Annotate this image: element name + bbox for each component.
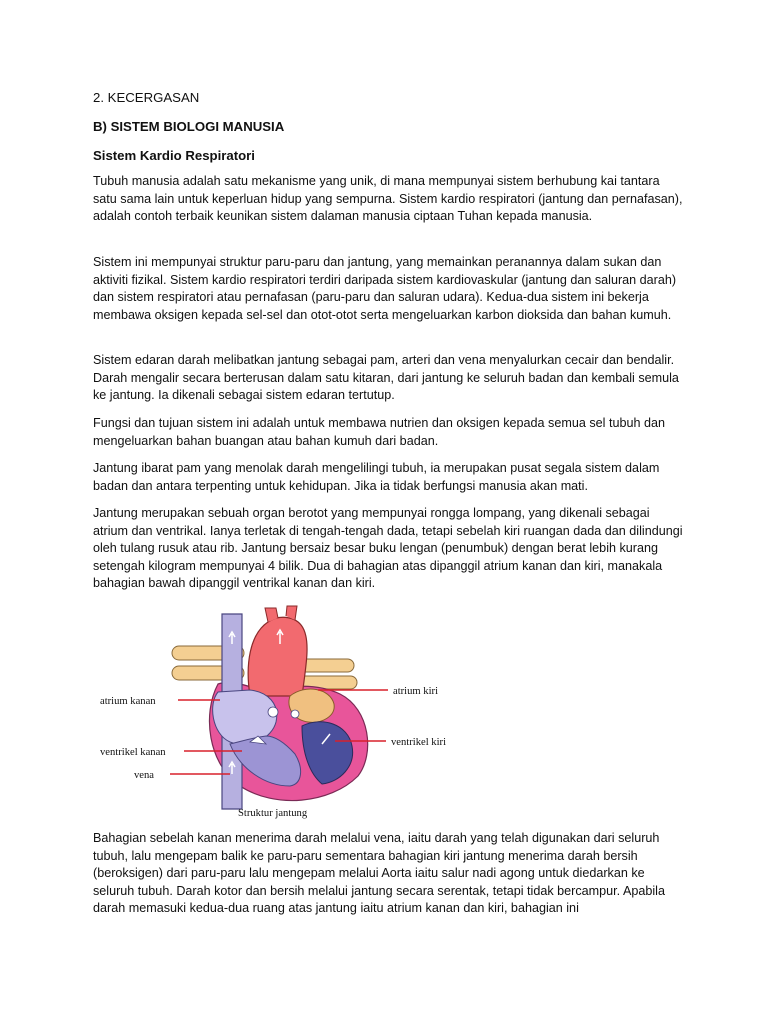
paragraph-4: Fungsi dan tujuan sistem ini adalah untuk membawa nutrien dan oksigen kepada semua sel tubuh dan mengeluarkan bahan buangan atau bahan kumuh dari badan.: [93, 416, 665, 448]
aorta: [248, 617, 307, 696]
label-vena: vena: [134, 770, 154, 781]
label-atrium-kiri: atrium kiri: [393, 686, 439, 697]
paragraph-2: Sistem ini mempunyai struktur paru-paru dan jantung, yang memainkan peranannya dalam sukan dan aktiviti fizikal. Sistem kardio respiratori terdiri daripada sistem kardiovaskular (jantung dan saluran darah) dan sistem respiratori atau pernafasan (paru-paru dan saluran udara). Kedua-dua sistem ini bekerja membawa oksigen kepada sel-sel dan otot-otot serta mengeluarkan karbon dioksida dan bahan kumuh.: [93, 255, 677, 322]
heart-structure-figure: [90, 604, 470, 826]
paragraph-6: Jantung merupakan sebuah organ berotot yang mempunyai rongga lompang, yang dikenali sebagai atrium dan ventrikal. Ianya terletak di tengah-tengah dada, tetapi sebelah kiri ruangan dada dan dilindungi oleh tulang rusuk atau rib. Jantung bersaiz besar buku lengan (penumbuk) dengan berat lebih kurang setengah kilogram mempunyai 4 bilik. Dua di bahagian atas dipanggil atrium kanan dan kiri, manakala bahagian bawah dipanggil ventrikal kanan dan kiri.: [93, 506, 683, 591]
label-ventrikel-kanan: ventrikel kanan: [100, 747, 166, 758]
label-ventrikel-kiri: ventrikel kiri: [391, 737, 447, 748]
section-heading: B) SISTEM BIOLOGI MANUSIA: [93, 119, 285, 134]
subheading: Sistem Kardio Respiratori: [93, 148, 255, 163]
section-number: 2. KECERGASAN: [93, 90, 200, 105]
paragraph-5: Jantung ibarat pam yang menolak darah mengelilingi tubuh, ia merupakan pusat segala sistem dalam badan dan antara terpenting untuk kehidupan. Jika ia tidak berfungsi manusia akan mati.: [93, 461, 660, 493]
figure-caption: Struktur jantung: [238, 808, 308, 819]
closing-paragraph: Bahagian sebelah kanan menerima darah melalui vena, iaitu darah yang telah digunakan dari seluruh tubuh, lalu mengepam balik ke paru-paru sementara bahagian kiri jantung menerima darah bersih (beroksigen) dari paru-paru lalu mengepam melalui Aorta iaitu salur nadi agong untuk diedarkan ke seluruh tubuh. Darah kotor dan bersih melalui jantung secara serentak, tetapi tidak bercampur. Apabila darah memasuki kedua-dua ruang atas jantung iaitu atrium kanan dan kiri, bahagian ini: [93, 831, 665, 916]
paragraph-1: Tubuh manusia adalah satu mekanisme yang unik, di mana mempunyai sistem berhubung kai tantara satu sama lain untuk keperluan hidup yang sempurna. Sistem kardio respiratori (jantung dan pernafasan), adalah contoh terbaik keunikan sistem dalaman manusia ciptaan Tuhan kepada manusia.: [93, 174, 683, 224]
label-atrium-kanan: atrium kanan: [100, 696, 156, 707]
paragraph-3: Sistem edaran darah melibatkan jantung sebagai pam, arteri dan vena menyalurkan cecair dan bendalir. Darah mengalir secara berterusan dalam satu kitaran, dari jantung ke seluruh badan dan kembali semula ke jantung. Ia dikenali sebagai sistem edaran tertutup.: [93, 353, 679, 403]
heart-diagram: [90, 604, 470, 826]
